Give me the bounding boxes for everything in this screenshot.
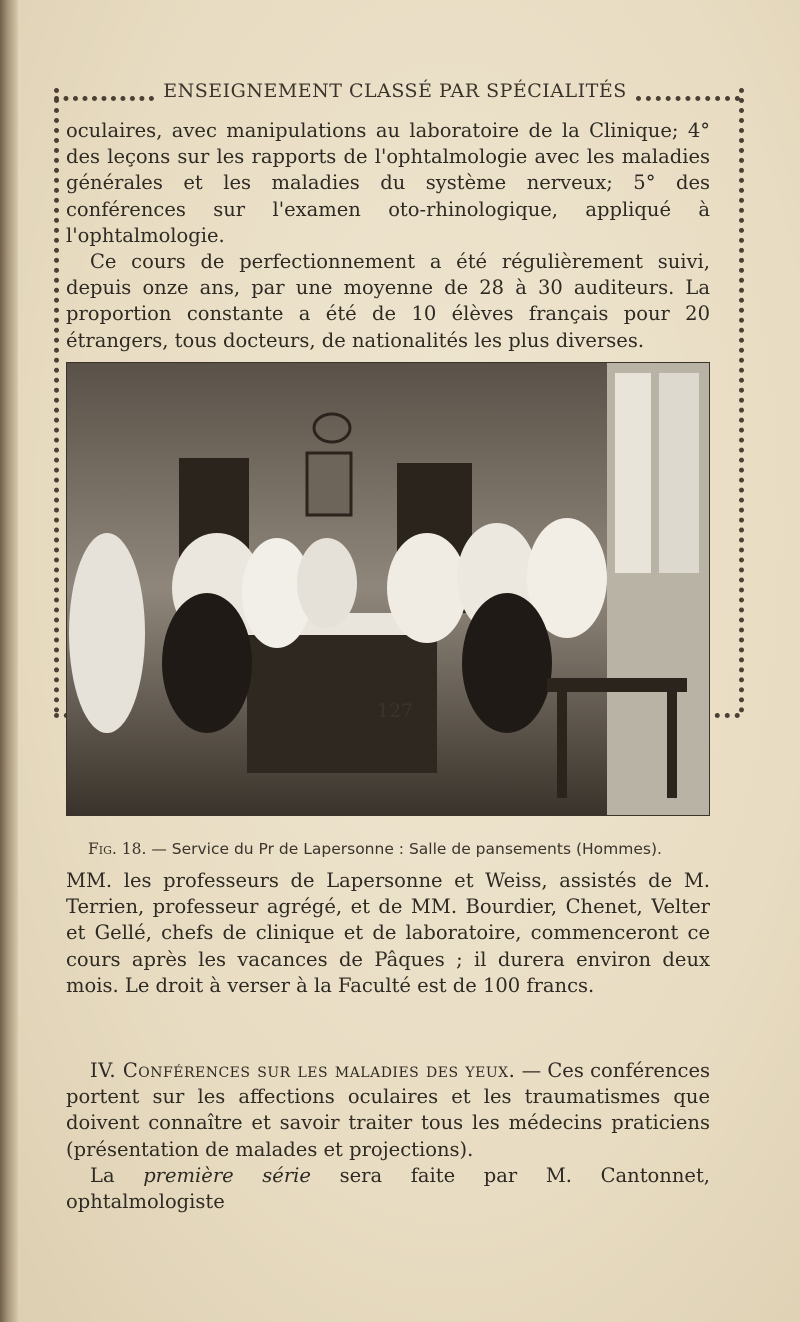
ornamental-rule-top-left — [54, 96, 154, 101]
paragraph-5-text: sera faite par M. Cantonnet, ophtalmologiste — [66, 1163, 710, 1214]
figure-caption-text: — Service du Pr de Lapersonne : Salle de pansements (Hommes). — [146, 840, 662, 858]
paragraph-oculaires — [66, 118, 710, 354]
paragraph-5-lead: La — [90, 1163, 144, 1187]
figure-caption — [88, 840, 708, 858]
page-number: 127 — [376, 700, 414, 722]
paragraph-3-text: MM. les professeurs de Lapersonne et Weiss, assistés de M. Terrien, professeur agrégé, et de MM. Bourdier, Chenet, Velter et Gellé, chefs de clinique et de laboratoire, commenceront ce cours après les vacances de Pâques ; il durera environ deux mois. Le droit à verser à la Faculté est de 100 francs. — [66, 869, 710, 997]
paragraph-2-text: Ce cours de perfectionnement a été régulièrement suivi, depuis onze ans, par une moyenne de 28 à 30 auditeurs. La proportion constante a été de 10 élèves français pour 20 étrangers, tous docteurs, de nationalités les plus diverses. — [66, 250, 710, 352]
paragraph-professeurs — [66, 868, 710, 999]
paragraph-5-italic: première série — [143, 1163, 311, 1187]
section-heading: IV. Conférences sur les maladies des yeux. — [90, 1059, 516, 1082]
ornamental-rule-top-right — [636, 96, 740, 101]
photograph-dressing-room — [66, 362, 710, 816]
paragraph-1-text: oculaires, avec manipulations au laboratoire de la Clinique; 4° des leçons sur les rapports de l'ophtalmologie avec les maladies générales et les maladies du système nerveux; 5° des conférences sur l'examen oto-rhinologique, appliqué à l'ophtalmologie. — [66, 119, 710, 247]
figure-label: Fig. 18. — [88, 840, 147, 858]
book-spine-shadow — [0, 0, 18, 1322]
running-title: ENSEIGNEMENT CLASSÉ PAR SPÉCIALITÉS — [163, 80, 627, 102]
photo-illustration — [67, 363, 709, 815]
paragraph-4-text: — Ces conférences portent sur les affections oculaires et les traumatismes que doivent connaître et savoir traiter tous les médecins praticiens (présentation de malades et projections). — [66, 1059, 710, 1161]
paragraph-conferences — [66, 1058, 710, 1215]
